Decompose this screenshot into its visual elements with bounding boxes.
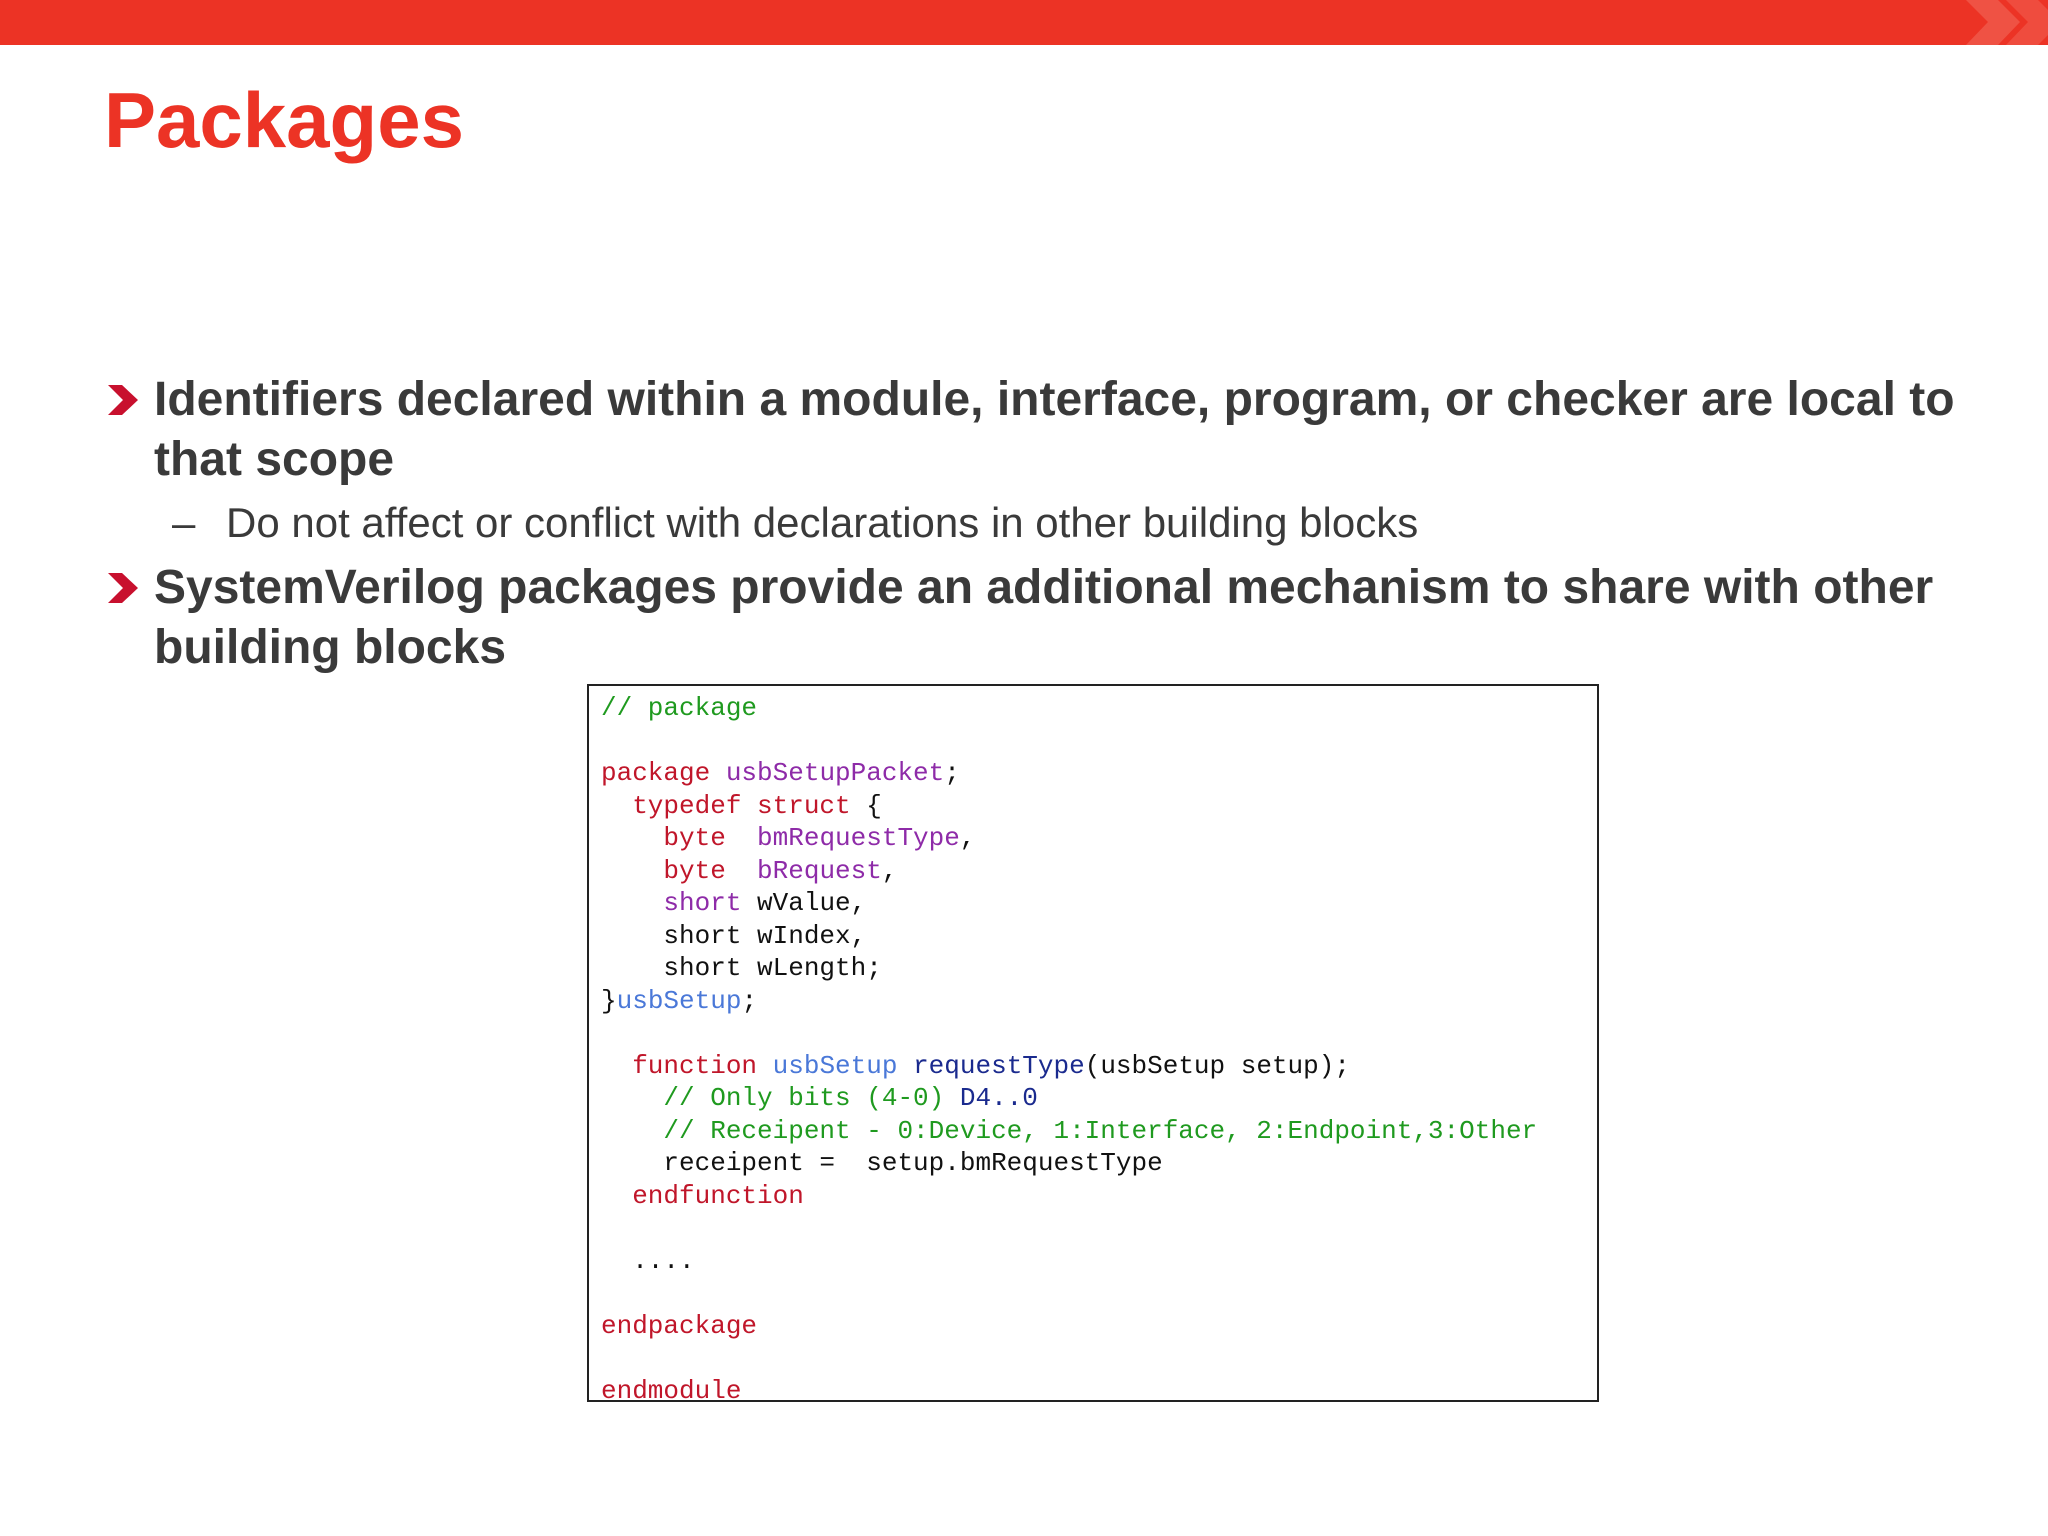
code-token: }	[601, 985, 617, 1016]
code-token: endpackage	[601, 1310, 758, 1341]
code-token: D4..0	[959, 1083, 1038, 1113]
code-token: // package	[601, 693, 758, 723]
code-line	[601, 1277, 1597, 1310]
code-line	[601, 1375, 1597, 1403]
code-token: ;	[944, 758, 960, 788]
code-line	[601, 985, 1597, 1018]
code-token: usbSetup	[616, 985, 742, 1016]
code-line	[601, 757, 1597, 790]
code-token: short wLength;	[601, 953, 882, 983]
code-line	[601, 1245, 1597, 1278]
code-token: receipent = setup.bmRequestType	[601, 1148, 1163, 1178]
code-token: short wIndex,	[601, 920, 867, 951]
code-line	[601, 855, 1597, 888]
brand-chevron-icon	[1908, 0, 2048, 45]
dash-marker: –	[172, 499, 196, 546]
code-token: function	[601, 1050, 773, 1081]
code-line	[601, 692, 1597, 725]
code-token: package	[601, 758, 726, 788]
bullet-list	[104, 370, 1984, 678]
code-token: ,	[959, 823, 976, 853]
code-line	[601, 1147, 1597, 1180]
code-line	[601, 1017, 1597, 1050]
code-line	[601, 887, 1597, 920]
top-banner	[0, 0, 2048, 45]
code-line	[601, 822, 1597, 855]
code-token: usbSetup	[772, 1050, 914, 1081]
code-token: ;	[741, 985, 758, 1016]
sub-bullet-item	[104, 492, 1984, 554]
code-line	[601, 1180, 1597, 1213]
code-token: short	[601, 888, 758, 918]
code-line	[601, 1115, 1597, 1148]
code-token: {	[866, 790, 882, 821]
code-line	[601, 1310, 1597, 1343]
code-line	[601, 1050, 1597, 1083]
bullet-text: SystemVerilog packages provide an additional mechanism to share with other building blocks	[154, 561, 1934, 674]
code-token: byte	[601, 823, 758, 853]
code-token: // Receipent - 0:Device, 1:Interface, 2:Endpoint,3:Other	[601, 1115, 1538, 1146]
code-token: endmodule	[601, 1375, 742, 1402]
code-token: wValue,	[757, 888, 867, 918]
code-token: (usbSetup setup);	[1084, 1050, 1350, 1081]
code-token: usbSetupPacket	[725, 758, 945, 788]
code-token: bmRequestType	[757, 823, 960, 853]
code-token: // Only bits (4-0)	[601, 1083, 960, 1113]
code-token: bRequest	[757, 855, 882, 886]
code-token: ,	[881, 855, 898, 886]
code-line	[601, 725, 1597, 758]
chevron-right-icon	[106, 571, 140, 605]
code-line	[601, 920, 1597, 953]
bullet-item	[104, 370, 1984, 490]
code-listing	[587, 684, 1599, 1402]
code-line	[601, 1212, 1597, 1245]
chevron-right-icon	[106, 383, 140, 417]
code-line	[601, 1342, 1597, 1375]
code-token: byte	[601, 855, 758, 886]
code-token: ....	[601, 1245, 695, 1276]
code-line	[601, 1082, 1597, 1115]
slide-title: Packages	[104, 76, 464, 164]
code-token: endfunction	[601, 1180, 804, 1211]
bullet-text: Identifiers declared within a module, interface, program, or checker are local to that scope	[154, 373, 1955, 486]
bullet-item	[104, 558, 1984, 678]
code-line	[601, 952, 1597, 985]
code-token: requestType	[913, 1050, 1085, 1081]
code-line	[601, 790, 1597, 823]
code-token: typedef struct	[601, 790, 867, 821]
sub-bullet-text: Do not affect or conflict with declarations in other building blocks	[226, 499, 1419, 546]
